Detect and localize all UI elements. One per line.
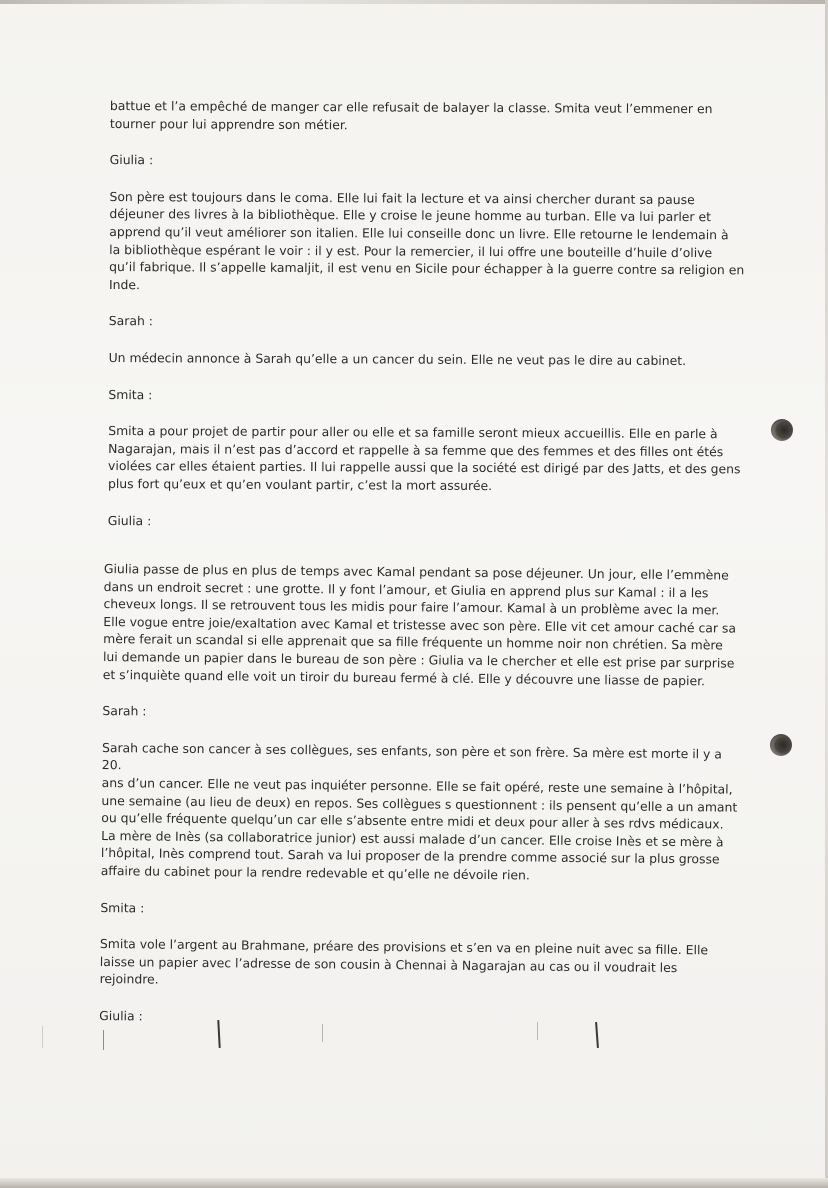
faint-mark [103, 1030, 104, 1050]
section-heading-giulia: Giulia : [107, 512, 152, 528]
section-heading-smita: Smita : [108, 386, 153, 402]
text-block-bottom [99, 560, 744, 1031]
section-heading-smita: Smita : [100, 899, 145, 915]
faint-mark [322, 1024, 323, 1042]
section-heading-giulia: Giulia : [109, 152, 154, 168]
page-bottom-edge [0, 1178, 828, 1188]
section-heading-sarah: Sarah : [102, 703, 147, 719]
paragraph: Smita a pour projet de partir pour aller ou elle et sa famille seront mieux accueillis. Elle en parle à Nagarajan, mais il n’est pas d’accord et rappelle à sa femme que des femmes et des filles ont étés violées car elles étaient parties. Il lui rappelle aussi que la société est dirigé par des Jatts, et des gens plus fort qu’eux et qu’en voulant partir, c’est la mort assurée. [107, 423, 741, 493]
paragraph: Smita vole l’argent au Brahmane, préare des provisions et s’en va en pleine nuit avec sa fille. Elle laisse un papier avec l’adresse de son cousin à Chennai à Nagarajan au cas ou il voudrait les rejoindre. [99, 936, 709, 987]
punch-hole [770, 734, 792, 756]
paragraph: Son père est toujours dans le coma. Elle lui fait la lecture et va ainsi chercher durant sa pause déjeuner des livres à la bibliothèque. Elle y croise le jeune homme au turban. Elle va lui parler et apprend qu’il veut améliorer son italien. Elle lui conseille donc un livre. Elle retourne le lendemain à la bibliothèque espérant le voir : il y est. Pour la remercier, il lui offre une bouteille d’huile d’olive qu’il fabrique. Il s’appelle kamaljit, il est venu en Sicile pour échapper à la guerre contre sa religion en Inde. [108, 188, 745, 292]
section-heading-giulia: Giulia : [99, 1007, 143, 1024]
section-heading-sarah: Sarah : [108, 313, 153, 329]
faint-mark [42, 1026, 43, 1048]
paragraph: battue et l’a empêché de manger car elle refusait de balayer la classe. Smita veut l’emmener en tourner pour lui apprendre son métier. [109, 97, 713, 132]
page-top-edge [0, 0, 828, 4]
paragraph: Un médecin annonce à Sarah qu’elle a un cancer du sein. Elle ne veut pas le dire au cabinet. [108, 349, 687, 368]
paragraph: Giulia passe de plus en plus de temps avec Kamal pendant sa pose déjeuner. Un jour, elle l’emmène dans un endroit secret : une grotte. Il y font l’amour, et Giulia en apprend plus sur Kamal : il a les cheveux longs. Il se retrouvent tous les midis pour faire l’amour. Kamal à un problème avec la mer. Elle vogue entre joie/exaltation avec Kamal et tristesse avec son père. Elle vit cet amour caché car sa mère ferait un scandal si elle apprenait que sa fille fréquente un homme noir non chrétien. Sa mère lui demande un papier dans le bureau de son père : Giulia va le chercher et elle est prise par surprise et s’inquiète quand elle voit un tiroir du bureau fermé à clé. Elle y découvre une liasse de papier. [102, 560, 737, 688]
faint-mark [537, 1022, 538, 1040]
paragraph: Sarah cache son cancer à ses collègues, ses enfants, son père et son frère. Sa mère est morte il y a 20. ans d’un cancer. Elle ne veut pas inquiéter personne. Elle se fait opéré, reste une semaine à l’hôpital, une semaine (au lieu de deux) en repos. Ses collègues s questionnent : ils pensent qu’elle a un amant ou qu’elle fréquente quelqu’un car elle s’absente entre midi et deux pour aller à ses rdvs médicaux. La mère de Inès (sa collaboratrice junior) est aussi malade d’un cancer. Elle croise Inès et se mère à l’hôpital, Inès comprend tout. Sarah va lui proposer de la prendre comme associé sur la plus grosse affaire du cabinet pour la rendre redevable et qu’elle ne dévoile rien. [100, 739, 738, 883]
punch-hole [771, 419, 793, 441]
text-block-top [108, 97, 750, 532]
